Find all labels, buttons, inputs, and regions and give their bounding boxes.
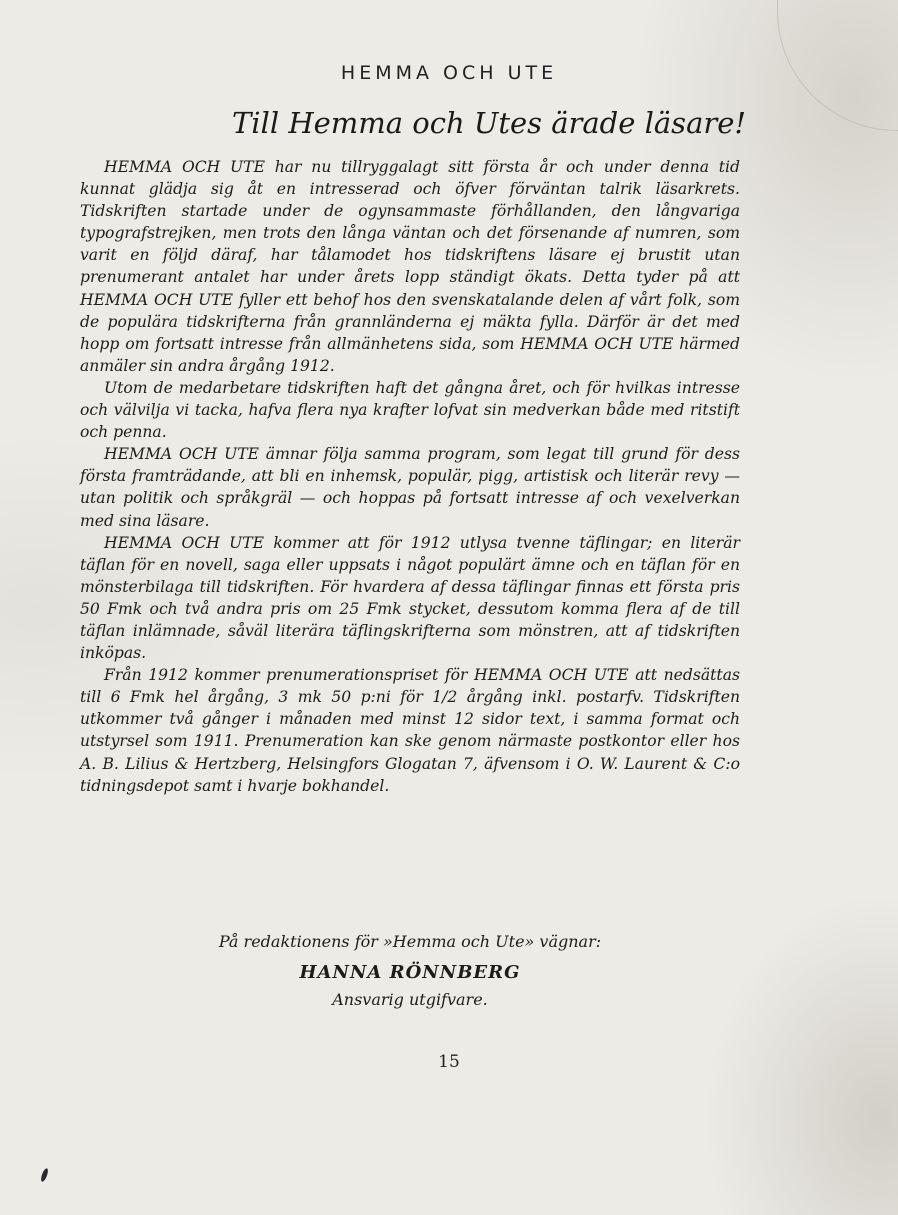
signoff-on-behalf: På redaktionens för »Hemma och Ute» vägnar: [218, 932, 602, 951]
page-title: Till Hemma och Utes ärade läsare! [231, 106, 747, 140]
paragraph-1: HEMMA OCH UTE har nu tillryggalagt sitt första år och under denna tid kunnat glädja sig åt en intresserad och öfver förväntan talrik läsarkrets. Tidskriften startade under de ogynsammaste förhållanden, den långvariga typografstrejken, men trots den långa väntan och det försenande af numren, som varit en följd däraf, har tålamodet hos tidskriftens läsare ej brustit utan prenumerant antalet har under årets lopp ständigt ökats. Detta tyder på att HEMMA OCH UTE fyller ett behof hos den svenskatalande delen af vårt folk, som de populära tidskrifterna från grannländerna ej mäkta fylla. Därför är det med hopp om fortsatt intresse från allmänhetens sida, som HEMMA OCH UTE härmed anmäler sin andra årgång 1912. [80, 158, 740, 375]
signoff-role: Ansvarig utgifvare. [332, 990, 488, 1009]
paragraph-5: Från 1912 kommer prenumerationspriset för HEMMA OCH UTE att nedsättas till 6 Fmk hel årgång, 3 mk 50 p:ni för 1/2 årgång inkl. postarfv. Tidskriften utkommer två gånger i månaden med minst 12 sidor text, i samma format och utstyrsel som 1911. Prenumeration kan ske genom närmaste postkontor eller hos A. B. Lilius & Hertzberg, Helsingfors Glogatan 7, äfvensom i O. W. Laurent & C:o tidningsdepot samt i hvarje bokhandel. [80, 666, 740, 795]
paragraph-3: HEMMA OCH UTE ämnar följa samma program, som legat till grund för dess första framträdande, att bli en inhemsk, populär, pigg, artistisk och literär revy — utan politik och språkgräl — och hoppas på fortsatt intresse af och vexelverkan med sina läsare. [80, 445, 740, 530]
paragraph-2: Utom de medarbetare tidskriften haft det gångna året, och för hvilkas intresse och välvilja vi tacka, hafva flera nya krafter lofvat sin medverkan både med ritstift och penna. [80, 378, 740, 442]
body-text [80, 156, 740, 797]
ink-speck [40, 1168, 49, 1183]
running-head: HEMMA OCH UTE [340, 62, 558, 84]
page-number: 15 [438, 1052, 460, 1072]
signoff-name: HANNA RÖNNBERG [299, 962, 521, 983]
paragraph-4: HEMMA OCH UTE kommer att för 1912 utlysa tvenne täflingar; en literär täflan för en novell, saga eller uppsats i något populärt ämne och en täflan för en mönsterbilaga till tidskriften. För hvardera af dessa täflingar finnas ett första pris 50 Fmk och två andra pris om 25 Fmk stycket, dessutom komma flera af de till täflan inlämnade, såväl literära täflingskrifterna som mönstren, att af tidskriften inköpas. [80, 533, 740, 663]
